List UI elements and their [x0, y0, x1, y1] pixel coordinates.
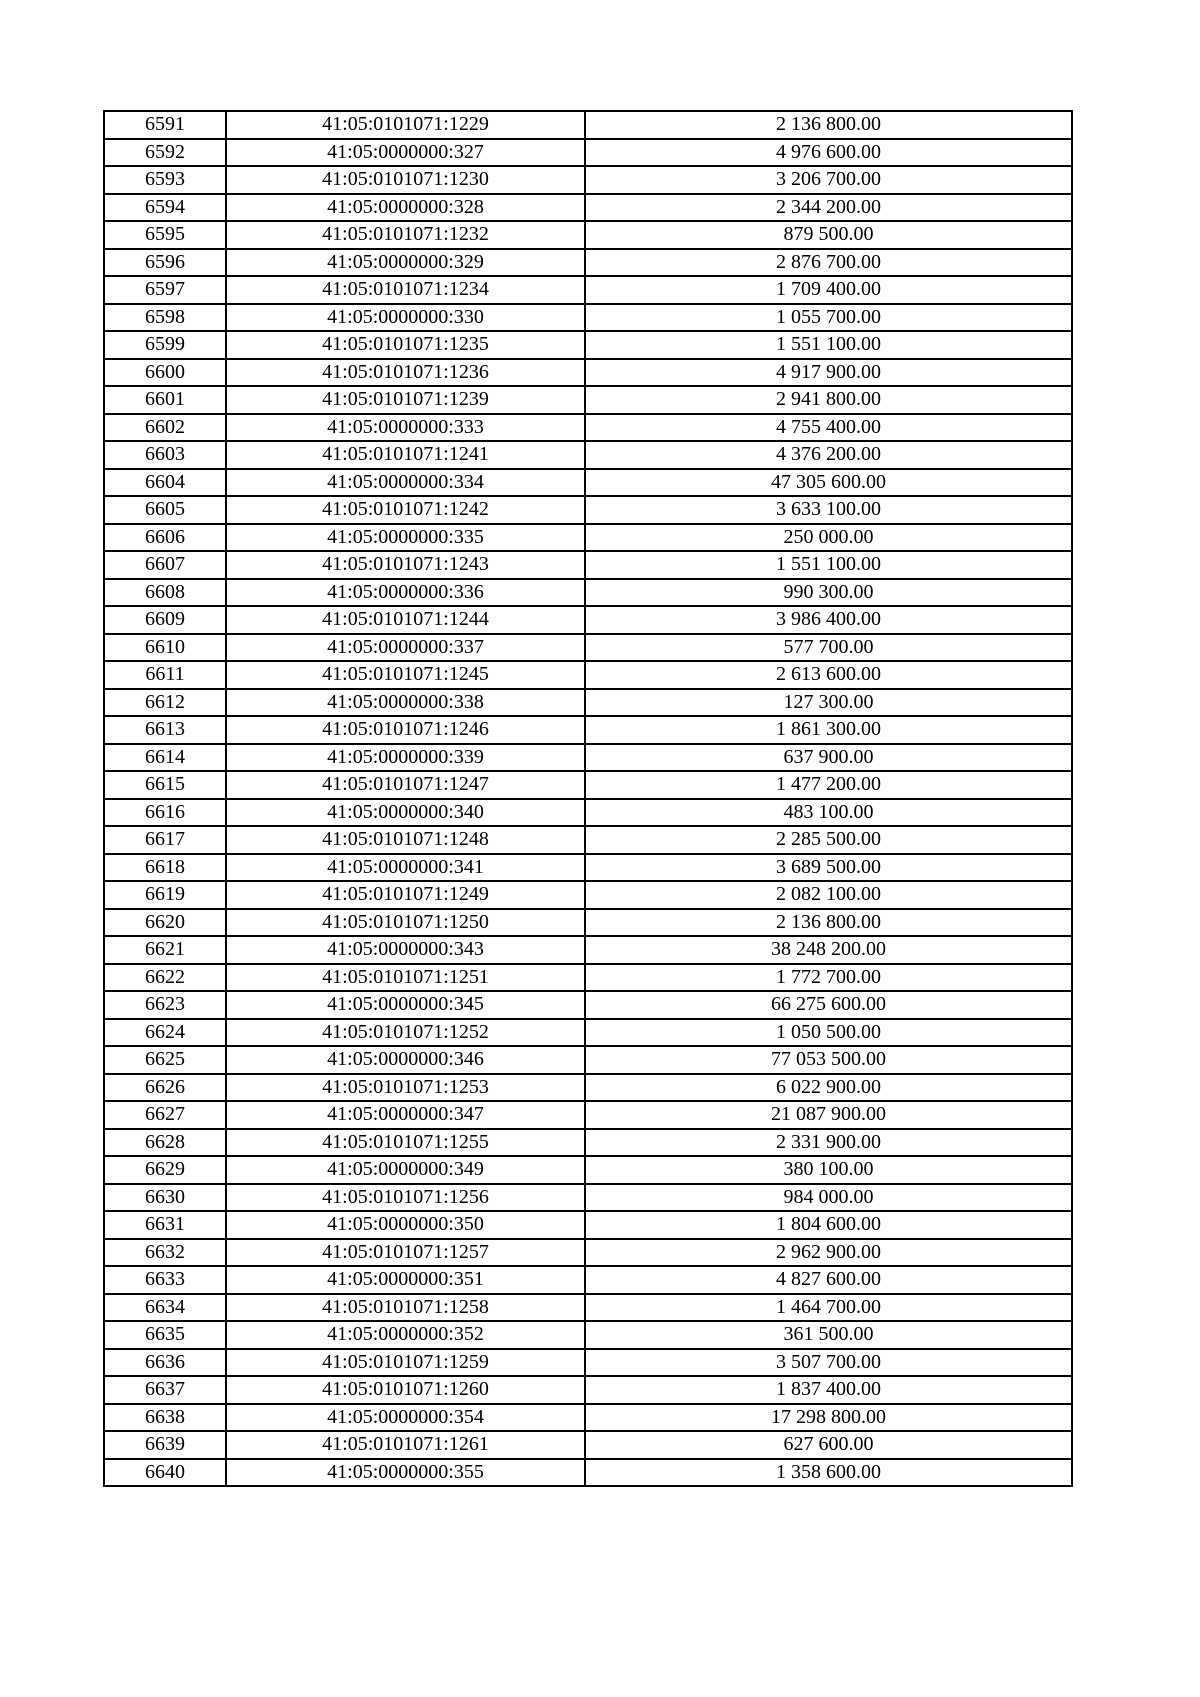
row-number-cell: 6621	[104, 936, 226, 964]
row-number-cell: 6630	[104, 1184, 226, 1212]
cadastral-number-cell: 41:05:0000000:337	[226, 634, 585, 662]
table-row	[104, 634, 1072, 662]
cadastral-number-cell: 41:05:0101071:1232	[226, 221, 585, 249]
cadastral-number-cell: 41:05:0000000:335	[226, 524, 585, 552]
cadastral-number-cell: 41:05:0000000:340	[226, 799, 585, 827]
row-number-cell: 6609	[104, 606, 226, 634]
table-row	[104, 496, 1072, 524]
row-number-cell: 6603	[104, 441, 226, 469]
cadastral-number-cell: 41:05:0000000:336	[226, 579, 585, 607]
table-row	[104, 551, 1072, 579]
cadastral-value-cell: 2 331 900.00	[585, 1129, 1072, 1157]
cadastral-value-cell: 1 050 500.00	[585, 1019, 1072, 1047]
cadastral-number-cell: 41:05:0000000:354	[226, 1404, 585, 1432]
table-row	[104, 1294, 1072, 1322]
table-row	[104, 1184, 1072, 1212]
table-row	[104, 194, 1072, 222]
cadastral-number-cell: 41:05:0000000:347	[226, 1101, 585, 1129]
cadastral-number-cell: 41:05:0101071:1252	[226, 1019, 585, 1047]
cadastral-value-cell: 637 900.00	[585, 744, 1072, 772]
cadastral-value-cell: 483 100.00	[585, 799, 1072, 827]
row-number-cell: 6600	[104, 359, 226, 387]
cadastral-value-cell: 4 917 900.00	[585, 359, 1072, 387]
cadastral-value-cell: 3 507 700.00	[585, 1349, 1072, 1377]
cadastral-number-cell: 41:05:0101071:1253	[226, 1074, 585, 1102]
table-row	[104, 1046, 1072, 1074]
cadastral-number-cell: 41:05:0000000:333	[226, 414, 585, 442]
cadastral-number-cell: 41:05:0000000:352	[226, 1321, 585, 1349]
cadastral-number-cell: 41:05:0101071:1255	[226, 1129, 585, 1157]
cadastral-value-cell: 380 100.00	[585, 1156, 1072, 1184]
cadastral-number-cell: 41:05:0101071:1239	[226, 386, 585, 414]
table-row	[104, 111, 1072, 139]
row-number-cell: 6591	[104, 111, 226, 139]
cadastral-value-cell: 577 700.00	[585, 634, 1072, 662]
row-number-cell: 6636	[104, 1349, 226, 1377]
cadastral-value-table	[103, 110, 1073, 1487]
row-number-cell: 6625	[104, 1046, 226, 1074]
cadastral-number-cell: 41:05:0101071:1248	[226, 826, 585, 854]
table-row	[104, 1156, 1072, 1184]
row-number-cell: 6594	[104, 194, 226, 222]
cadastral-value-cell: 77 053 500.00	[585, 1046, 1072, 1074]
table-row	[104, 276, 1072, 304]
cadastral-number-cell: 41:05:0000000:346	[226, 1046, 585, 1074]
table-row	[104, 1459, 1072, 1487]
cadastral-value-cell: 3 986 400.00	[585, 606, 1072, 634]
row-number-cell: 6598	[104, 304, 226, 332]
table-row	[104, 744, 1072, 772]
cadastral-number-cell: 41:05:0101071:1230	[226, 166, 585, 194]
row-number-cell: 6610	[104, 634, 226, 662]
cadastral-value-cell: 4 827 600.00	[585, 1266, 1072, 1294]
cadastral-number-cell: 41:05:0000000:355	[226, 1459, 585, 1487]
cadastral-value-cell: 17 298 800.00	[585, 1404, 1072, 1432]
cadastral-value-cell: 1 055 700.00	[585, 304, 1072, 332]
row-number-cell: 6597	[104, 276, 226, 304]
cadastral-number-cell: 41:05:0101071:1257	[226, 1239, 585, 1267]
row-number-cell: 6615	[104, 771, 226, 799]
cadastral-value-cell: 38 248 200.00	[585, 936, 1072, 964]
cadastral-value-cell: 1 861 300.00	[585, 716, 1072, 744]
table-row	[104, 661, 1072, 689]
row-number-cell: 6632	[104, 1239, 226, 1267]
row-number-cell: 6624	[104, 1019, 226, 1047]
cadastral-value-cell: 1 551 100.00	[585, 331, 1072, 359]
row-number-cell: 6612	[104, 689, 226, 717]
table-row	[104, 139, 1072, 167]
row-number-cell: 6640	[104, 1459, 226, 1487]
cadastral-value-cell: 21 087 900.00	[585, 1101, 1072, 1129]
cadastral-number-cell: 41:05:0000000:338	[226, 689, 585, 717]
row-number-cell: 6592	[104, 139, 226, 167]
cadastral-value-cell: 1 709 400.00	[585, 276, 1072, 304]
row-number-cell: 6595	[104, 221, 226, 249]
table-row	[104, 1376, 1072, 1404]
cadastral-value-cell: 4 755 400.00	[585, 414, 1072, 442]
cadastral-number-cell: 41:05:0101071:1250	[226, 909, 585, 937]
cadastral-number-cell: 41:05:0101071:1256	[226, 1184, 585, 1212]
cadastral-value-cell: 2 136 800.00	[585, 111, 1072, 139]
cadastral-value-cell: 47 305 600.00	[585, 469, 1072, 497]
cadastral-value-cell: 2 941 800.00	[585, 386, 1072, 414]
table-row	[104, 716, 1072, 744]
cadastral-value-cell: 2 613 600.00	[585, 661, 1072, 689]
table-row	[104, 249, 1072, 277]
row-number-cell: 6638	[104, 1404, 226, 1432]
row-number-cell: 6633	[104, 1266, 226, 1294]
cadastral-number-cell: 41:05:0101071:1259	[226, 1349, 585, 1377]
cadastral-number-cell: 41:05:0000000:343	[226, 936, 585, 964]
cadastral-value-cell: 4 376 200.00	[585, 441, 1072, 469]
table-row	[104, 606, 1072, 634]
cadastral-number-cell: 41:05:0101071:1244	[226, 606, 585, 634]
cadastral-number-cell: 41:05:0101071:1246	[226, 716, 585, 744]
table-row	[104, 964, 1072, 992]
table-row	[104, 1349, 1072, 1377]
table-row	[104, 386, 1072, 414]
cadastral-number-cell: 41:05:0000000:334	[226, 469, 585, 497]
table-row	[104, 1101, 1072, 1129]
cadastral-number-cell: 41:05:0101071:1243	[226, 551, 585, 579]
row-number-cell: 6601	[104, 386, 226, 414]
cadastral-value-cell: 6 022 900.00	[585, 1074, 1072, 1102]
row-number-cell: 6619	[104, 881, 226, 909]
table-row	[104, 441, 1072, 469]
cadastral-number-cell: 41:05:0101071:1234	[226, 276, 585, 304]
cadastral-number-cell: 41:05:0101071:1258	[226, 1294, 585, 1322]
cadastral-value-cell: 127 300.00	[585, 689, 1072, 717]
row-number-cell: 6608	[104, 579, 226, 607]
cadastral-number-cell: 41:05:0101071:1247	[226, 771, 585, 799]
cadastral-value-cell: 1 772 700.00	[585, 964, 1072, 992]
row-number-cell: 6613	[104, 716, 226, 744]
cadastral-number-cell: 41:05:0101071:1242	[226, 496, 585, 524]
table-row	[104, 579, 1072, 607]
row-number-cell: 6593	[104, 166, 226, 194]
cadastral-number-cell: 41:05:0101071:1236	[226, 359, 585, 387]
table-row	[104, 1239, 1072, 1267]
cadastral-value-cell: 990 300.00	[585, 579, 1072, 607]
table-row	[104, 469, 1072, 497]
row-number-cell: 6631	[104, 1211, 226, 1239]
row-number-cell: 6605	[104, 496, 226, 524]
table-row	[104, 1321, 1072, 1349]
table-row	[104, 854, 1072, 882]
cadastral-number-cell: 41:05:0101071:1260	[226, 1376, 585, 1404]
row-number-cell: 6596	[104, 249, 226, 277]
table-row	[104, 1129, 1072, 1157]
row-number-cell: 6606	[104, 524, 226, 552]
cadastral-value-cell: 879 500.00	[585, 221, 1072, 249]
row-number-cell: 6616	[104, 799, 226, 827]
cadastral-value-cell: 2 285 500.00	[585, 826, 1072, 854]
row-number-cell: 6635	[104, 1321, 226, 1349]
table-row	[104, 689, 1072, 717]
row-number-cell: 6626	[104, 1074, 226, 1102]
cadastral-value-cell: 1 477 200.00	[585, 771, 1072, 799]
table-row	[104, 881, 1072, 909]
row-number-cell: 6607	[104, 551, 226, 579]
table-row	[104, 771, 1072, 799]
table-row	[104, 991, 1072, 1019]
cadastral-value-cell: 66 275 600.00	[585, 991, 1072, 1019]
cadastral-value-cell: 361 500.00	[585, 1321, 1072, 1349]
cadastral-value-cell: 3 689 500.00	[585, 854, 1072, 882]
row-number-cell: 6622	[104, 964, 226, 992]
row-number-cell: 6602	[104, 414, 226, 442]
cadastral-number-cell: 41:05:0101071:1235	[226, 331, 585, 359]
table-row	[104, 166, 1072, 194]
cadastral-number-cell: 41:05:0101071:1249	[226, 881, 585, 909]
table-body	[104, 111, 1072, 1486]
row-number-cell: 6604	[104, 469, 226, 497]
cadastral-value-cell: 1 837 400.00	[585, 1376, 1072, 1404]
cadastral-value-cell: 4 976 600.00	[585, 139, 1072, 167]
cadastral-value-cell: 2 876 700.00	[585, 249, 1072, 277]
table-row	[104, 1266, 1072, 1294]
cadastral-number-cell: 41:05:0000000:350	[226, 1211, 585, 1239]
cadastral-value-cell: 2 136 800.00	[585, 909, 1072, 937]
cadastral-value-cell: 2 082 100.00	[585, 881, 1072, 909]
row-number-cell: 6618	[104, 854, 226, 882]
cadastral-value-cell: 1 464 700.00	[585, 1294, 1072, 1322]
cadastral-number-cell: 41:05:0000000:330	[226, 304, 585, 332]
row-number-cell: 6637	[104, 1376, 226, 1404]
cadastral-value-cell: 2 962 900.00	[585, 1239, 1072, 1267]
cadastral-number-cell: 41:05:0101071:1245	[226, 661, 585, 689]
row-number-cell: 6599	[104, 331, 226, 359]
cadastral-value-cell: 3 206 700.00	[585, 166, 1072, 194]
row-number-cell: 6611	[104, 661, 226, 689]
table-row	[104, 1019, 1072, 1047]
table-row	[104, 1074, 1072, 1102]
table-row	[104, 359, 1072, 387]
cadastral-number-cell: 41:05:0000000:328	[226, 194, 585, 222]
cadastral-number-cell: 41:05:0101071:1241	[226, 441, 585, 469]
row-number-cell: 6634	[104, 1294, 226, 1322]
table-row	[104, 1404, 1072, 1432]
row-number-cell: 6623	[104, 991, 226, 1019]
table-row	[104, 221, 1072, 249]
cadastral-number-cell: 41:05:0101071:1251	[226, 964, 585, 992]
table-row	[104, 304, 1072, 332]
row-number-cell: 6617	[104, 826, 226, 854]
row-number-cell: 6614	[104, 744, 226, 772]
cadastral-number-cell: 41:05:0000000:349	[226, 1156, 585, 1184]
cadastral-value-cell: 1 358 600.00	[585, 1459, 1072, 1487]
cadastral-number-cell: 41:05:0000000:327	[226, 139, 585, 167]
table-row	[104, 414, 1072, 442]
cadastral-value-cell: 250 000.00	[585, 524, 1072, 552]
table-row	[104, 331, 1072, 359]
table-row	[104, 1211, 1072, 1239]
cadastral-number-cell: 41:05:0101071:1229	[226, 111, 585, 139]
cadastral-value-cell: 3 633 100.00	[585, 496, 1072, 524]
cadastral-number-cell: 41:05:0000000:329	[226, 249, 585, 277]
cadastral-value-cell: 984 000.00	[585, 1184, 1072, 1212]
cadastral-number-cell: 41:05:0000000:339	[226, 744, 585, 772]
cadastral-number-cell: 41:05:0000000:345	[226, 991, 585, 1019]
table-row	[104, 524, 1072, 552]
cadastral-value-cell: 1 804 600.00	[585, 1211, 1072, 1239]
table-row	[104, 1431, 1072, 1459]
cadastral-number-cell: 41:05:0000000:351	[226, 1266, 585, 1294]
row-number-cell: 6629	[104, 1156, 226, 1184]
table-row	[104, 909, 1072, 937]
row-number-cell: 6620	[104, 909, 226, 937]
table-row	[104, 826, 1072, 854]
table-row	[104, 936, 1072, 964]
cadastral-value-cell: 627 600.00	[585, 1431, 1072, 1459]
cadastral-number-cell: 41:05:0101071:1261	[226, 1431, 585, 1459]
cadastral-value-cell: 1 551 100.00	[585, 551, 1072, 579]
cadastral-value-cell: 2 344 200.00	[585, 194, 1072, 222]
cadastral-number-cell: 41:05:0000000:341	[226, 854, 585, 882]
row-number-cell: 6628	[104, 1129, 226, 1157]
table-row	[104, 799, 1072, 827]
row-number-cell: 6639	[104, 1431, 226, 1459]
row-number-cell: 6627	[104, 1101, 226, 1129]
